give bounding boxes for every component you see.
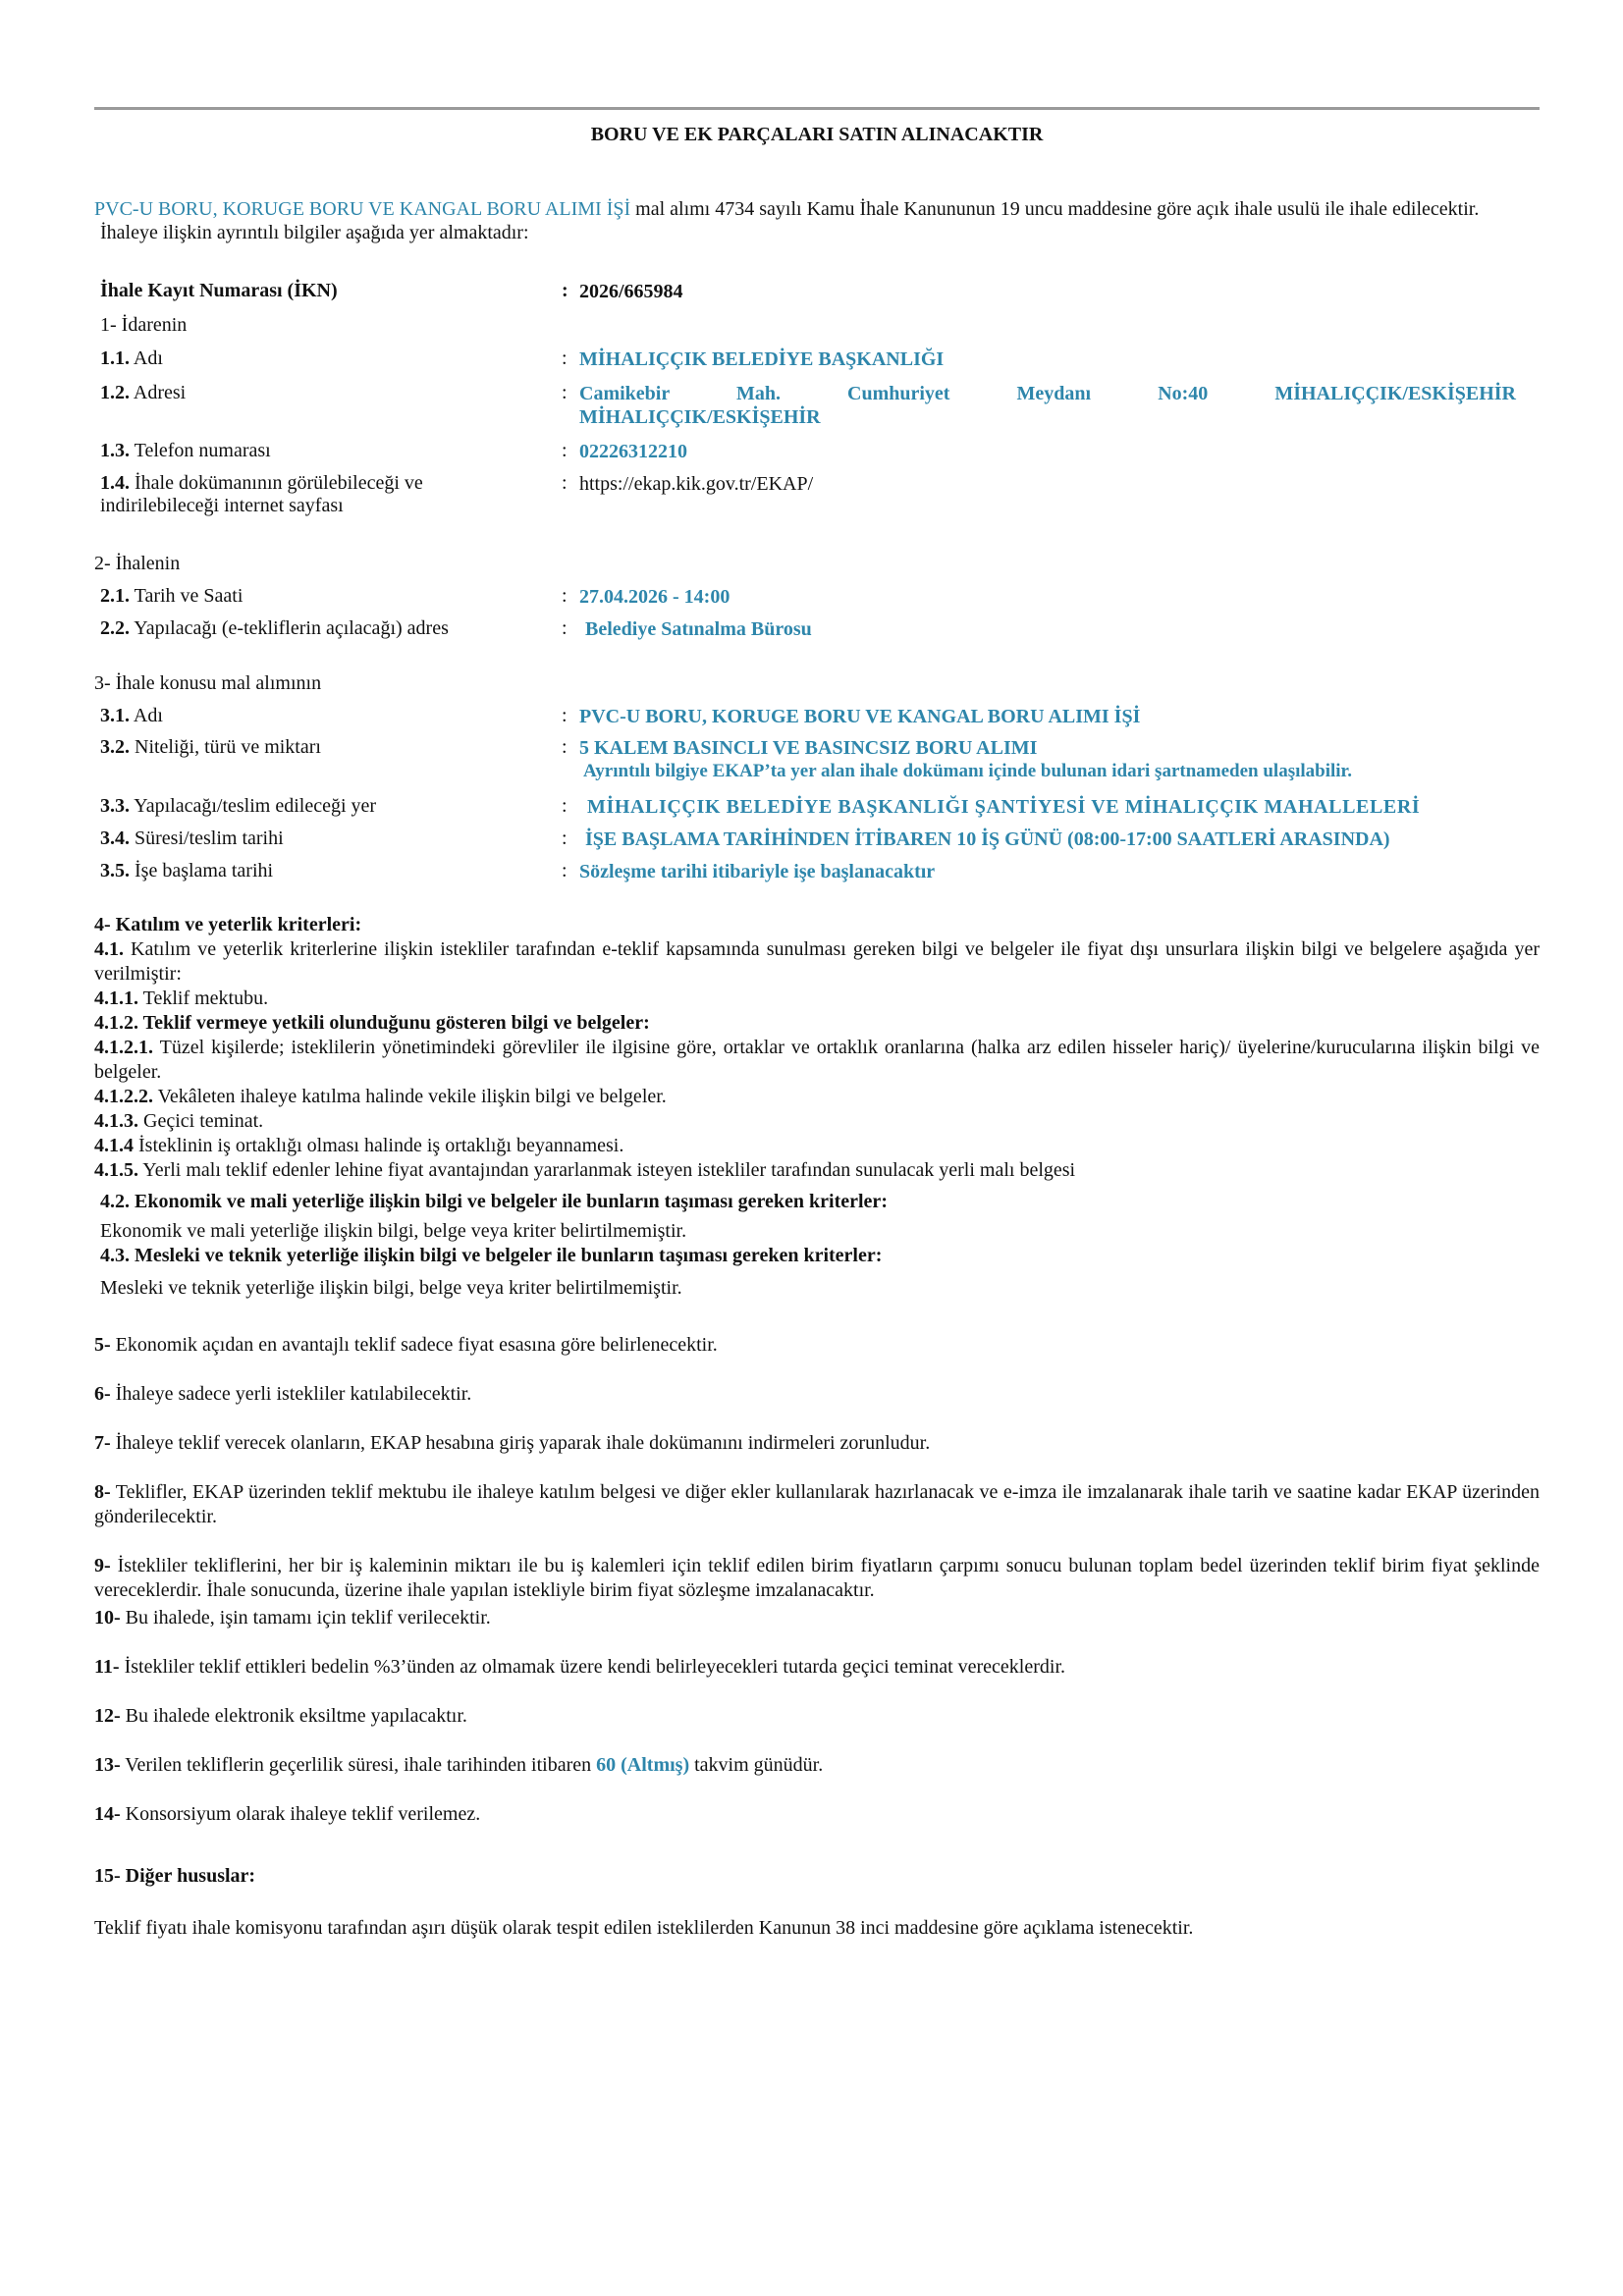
- para-4-1: 4.1. Katılım ve yeterlik kriterlerine ilişkin istekliler tarafından e-teklif kapsamında sunulması gereken bilgi ve belgeler ile fiyat dışı unsurlara ilişkin bilgi ve belgelere aşağıda yer verilmiştir:: [94, 938, 1540, 985]
- section-1-head: 1- İdarenin: [100, 314, 188, 336]
- closing-paragraph: Teklif fiyatı ihale komisyonu tarafından aşırı düşük olarak tespit edilen isteklilerden Kanunun 38 inci maddesine göre açıklama istenecektir.: [94, 1917, 1194, 1939]
- row-2-2-value: Belediye Satınalma Bürosu: [585, 618, 812, 640]
- section-8: 8- Teklifler, EKAP üzerinden teklif mektubu ile ihaleye katılım belgesi ve diğer ekler kullanılarak hazırlanacak ve e-imza ile imzalanarak ihale tarih ve saatine kadar EKAP üzerinden gönderilecektir.: [94, 1481, 1540, 1527]
- intro-paragraph: [94, 197, 1540, 244]
- row-2-2-label: 2.2. Yapılacağı (e-tekliflerin açılacağı) adres: [100, 617, 449, 639]
- row-3-3-value: MİHALIÇÇIK BELEDİYE BAŞKANLIĞI ŞANTİYESİ VE MİHALIÇÇIK MAHALLELERİ: [587, 796, 1421, 818]
- row-3-5-value: Sözleşme tarihi itibariyle işe başlanacaktır: [579, 861, 936, 882]
- para-4-2-text: Ekonomik ve mali yeterliğe ilişkin bilgi, belge veya kriter belirtilmemiştir.: [100, 1220, 687, 1242]
- row-3-1-label: 3.1. Adı: [100, 705, 163, 726]
- intro-text: mal alımı 4734 sayılı Kamu İhale Kanununun 19 uncu maddesine göre açık ihale usulü ile ihale edilecektir.: [630, 198, 1480, 220]
- section-7: 7- İhaleye teklif verecek olanların, EKAP hesabına giriş yaparak ihale dokümanını indirmeleri zorunludur.: [94, 1432, 931, 1454]
- section-6: 6- İhaleye sadece yerli istekliler katılabilecektir.: [94, 1383, 472, 1405]
- para-4-1-5: 4.1.5. Yerli malı teklif edenler lehine fiyat avantajından yararlanmak isteyen istekliler tarafından sunulacak yerli malı belgesi: [94, 1159, 1076, 1181]
- para-4-1-2-1: 4.1.2.1. Tüzel kişilerde; isteklilerin yönetimindeki görevliler ile ilgisine göre, ortaklar ve ortaklık oranlarına (halka arz edilen hisseler hariç)/ üyelerine/kurucularına ilişkin bilgi ve belgeler.: [94, 1037, 1540, 1083]
- section-4: [94, 913, 1540, 1183]
- validity-period: 60 (Altmış): [596, 1754, 690, 1776]
- top-rule: [94, 107, 1540, 110]
- colon: :: [562, 440, 568, 461]
- section-11: 11- İstekliler teklif ettikleri bedelin %3’ünden az olmamak üzere kendi belirleyecekleri tutarda geçici teminat vereceklerdir.: [94, 1656, 1066, 1678]
- section-4-head: 4- Katılım ve yeterlik kriterleri:: [94, 914, 362, 935]
- colon: :: [562, 472, 568, 494]
- colon: :: [562, 280, 568, 301]
- page-title: BORU VE EK PARÇALARI SATIN ALINACAKTIR: [590, 124, 1044, 145]
- row-3-3-label: 3.3. Yapılacağı/teslim edileceği yer: [100, 795, 377, 817]
- row-3-4-label: 3.4. Süresi/teslim tarihi: [100, 828, 284, 849]
- para-4-3-head: 4.3. Mesleki ve teknik yeterliğe ilişkin bilgi ve belgeler ile bunların taşıması gereken kriterler:: [100, 1245, 883, 1266]
- para-4-2-head: 4.2. Ekonomik ve mali yeterliğe ilişkin bilgi ve belgeler ile bunların taşıması gereken kriterler:: [100, 1191, 888, 1212]
- row-2-1-value: 27.04.2026 - 14:00: [579, 586, 730, 608]
- row-3-5-label: 3.5. İşe başlama tarihi: [100, 860, 274, 881]
- row-1-3-value: 02226312210: [579, 441, 687, 462]
- colon: :: [562, 736, 568, 758]
- section-10: 10- Bu ihalede, işin tamamı için teklif verilecektir.: [94, 1607, 491, 1629]
- colon: :: [562, 382, 568, 403]
- section-2-head: 2- İhalenin: [94, 553, 181, 574]
- row-1-4-label: 1.4. İhale dokümanının görülebileceği ve indirilebileceği internet sayfası: [100, 472, 423, 516]
- colon: :: [562, 860, 568, 881]
- row-1-1-label: 1.1. Adı: [100, 347, 163, 369]
- para-4-1-2-2: 4.1.2.2. Vekâleten ihaleye katılma halinde vekile ilişkin bilgi ve belgeler.: [94, 1086, 667, 1107]
- ikn-value: 2026/665984: [579, 281, 683, 302]
- row-3-2-label: 3.2. Niteliği, türü ve miktarı: [100, 736, 321, 758]
- row-1-4-value-link[interactable]: https://ekap.kik.gov.tr/EKAP/: [579, 473, 814, 495]
- colon: :: [562, 705, 568, 726]
- row-3-4-value: İŞE BAŞLAMA TARİHİNDEN İTİBAREN 10 İŞ GÜNÜ (08:00-17:00 SAATLERİ ARASINDA): [585, 828, 1390, 850]
- row-2-1-label: 2.1. Tarih ve Saati: [100, 585, 243, 607]
- colon: :: [562, 585, 568, 607]
- row-1-3-label: 1.3. Telefon numarası: [100, 440, 271, 461]
- row-1-2-label: 1.2. Adresi: [100, 382, 187, 403]
- document-page: [94, 0, 1540, 2296]
- colon: :: [562, 617, 568, 639]
- ikn-label: İhale Kayıt Numarası (İKN): [100, 280, 338, 301]
- row-3-1-value: PVC-U BORU, KORUGE BORU VE KANGAL BORU ALIMI İŞİ: [579, 706, 1141, 727]
- row-3-2-value: 5 KALEM BASINCLI VE BASINCSIZ BORU ALIMI Ayrıntılı bilgiye EKAP’ta yer alan ihale dokümanı içinde bulunan idari şartnameden ulaşılabilir.: [579, 737, 1352, 781]
- colon: :: [562, 828, 568, 849]
- section-15-head: 15- Diğer hususlar:: [94, 1865, 256, 1887]
- para-4-3-text: Mesleki ve teknik yeterliğe ilişkin bilgi, belge veya kriter belirtilmemiştir.: [100, 1277, 682, 1299]
- intro-line2: İhaleye ilişkin ayrıntılı bilgiler aşağıda yer almaktadır:: [100, 222, 529, 243]
- section-9: 9- İstekliler tekliflerini, her bir iş kaleminin miktarı ile bu iş kalemleri için teklif edilen birim fiyatların çarpımı sonucu bulunan toplam bedel üzerinden teklif birim fiyat şeklinde vereceklerdir. İhale sonucunda, üzerine ihale yapılan istekliyle birim fiyat sözleşme imzalanacaktır.: [94, 1555, 1540, 1601]
- colon: :: [562, 347, 568, 369]
- section-12: 12- Bu ihalede elektronik eksiltme yapılacaktır.: [94, 1705, 467, 1727]
- para-4-1-1: 4.1.1. Teklif mektubu.: [94, 988, 269, 1009]
- section-13: 13- Verilen tekliflerin geçerlilik süresi, ihale tarihinden itibaren 60 (Altmış) takvim günüdür.: [94, 1754, 824, 1776]
- para-4-1-4: 4.1.4 İsteklinin iş ortaklığı olması halinde iş ortaklığı beyannamesi.: [94, 1135, 624, 1156]
- intro-link[interactable]: PVC-U BORU, KORUGE BORU VE KANGAL BORU ALIMI İŞİ: [94, 198, 631, 220]
- section-3-head: 3- İhale konusu mal alımının: [94, 672, 322, 694]
- para-4-1-2: 4.1.2. Teklif vermeye yetkili olunduğunu gösteren bilgi ve belgeler:: [94, 1012, 650, 1034]
- row-1-1-value: MİHALIÇÇIK BELEDİYE BAŞKANLIĞI: [579, 348, 945, 370]
- section-14: 14- Konsorsiyum olarak ihaleye teklif verilemez.: [94, 1803, 481, 1825]
- colon: :: [562, 795, 568, 817]
- para-4-1-3: 4.1.3. Geçici teminat.: [94, 1110, 264, 1132]
- row-1-2-value: Camikebir Mah. Cumhuriyet Meydanı No:40 MİHALIÇÇIK/ESKİŞEHİR MİHALIÇÇIK/ESKİŞEHİR: [579, 383, 1516, 428]
- section-5: 5- Ekonomik açıdan en avantajlı teklif sadece fiyat esasına göre belirlenecektir.: [94, 1334, 718, 1356]
